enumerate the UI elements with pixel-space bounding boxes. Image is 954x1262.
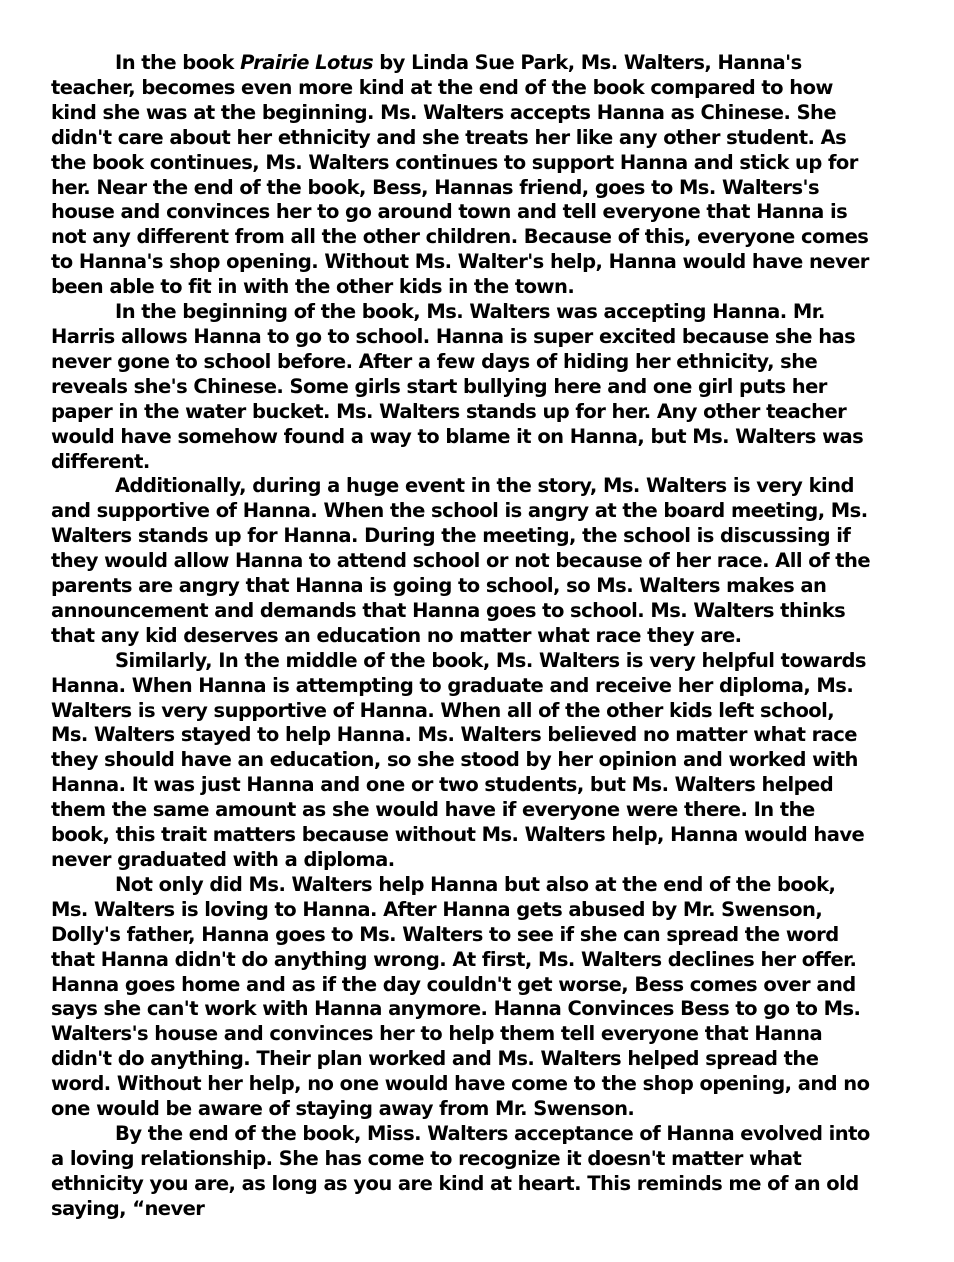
paragraph-6: By the end of the book, Miss. Walters acceptance of Hanna evolved into a loving relationship. She has come to recognize it doesn't matter what ethnicity you are, as long as you are kind at heart. This reminds me of an old saying, “never (51, 1121, 870, 1220)
paragraph-2: In the beginning of the book, Ms. Walters was accepting Hanna. Mr. Harris allows Hanna to go to school. Hanna is super excited because she has never gone to school before. After a few days of hiding her ethnicity, she reveals she's Chinese. Some girls start bullying here and one girl puts her paper in the water bucket. Ms. Walters stands up for her. Any other teacher would have somehow found a way to blame it on Hanna, but Ms. Walters was different. (51, 300, 864, 473)
book-title: Prairie Lotus (240, 51, 374, 74)
paragraph-5: Not only did Ms. Walters help Hanna but also at the end of the book, Ms. Walters is loving to Hanna. After Hanna gets abused by Mr. Swenson, Dolly's father, Hanna goes to Ms. Walters to see if she can spread the word that Hanna didn't do anything wrong. At first, Ms. Walters declines her offer. Hanna goes home and as if the day couldn't get worse, Bess comes over and says she can't work with Hanna anymore. Hanna Convinces Bess to go to Ms. Walters's house and convinces her to help them tell everyone that Hanna didn't do anything. Their plan worked and Ms. Walters helped spread the word. Without her help, no one would have come to the shop opening, and no one would be aware of staying away from Mr. Swenson. (51, 872, 870, 1121)
paragraph-1-intro: In the book (115, 51, 241, 74)
paragraph-1-body: by Linda Sue Park, Ms. Walters, Hanna's teacher, becomes even more kind at the end of the book compared to how kind she was at the beginning. Ms. Walters accepts Hanna as Chinese. She didn't care about her ethnicity and she treats her like any other student. As the book continues, Ms. Walters continues to support Hanna and stick up for her. Near the end of the book, Bess, Hannas friend, goes to Ms. Walters's house and convinces her to go around town and tell everyone that Hanna is not any different from all the other children. Because of this, everyone comes to Hanna's shop opening. Without Ms. Walter's help, Hanna would have never been able to fit in with the other kids in the town. (51, 51, 869, 299)
paragraph-4: Similarly, In the middle of the book, Ms. Walters is very helpful towards Hanna. When Hanna is attempting to graduate and receive her diploma, Ms. Walters is very supportive of Hanna. When all of the other kids left school, Ms. Walters stayed to help Hanna. Ms. Walters believed no matter what race they should have an education, so she stood by her opinion and worked with Hanna. It was just Hanna and one or two students, but Ms. Walters helped them the same amount as she would have if everyone were there. In the book, this trait matters because without Ms. Walters help, Hanna would have never graduated with a diploma. (51, 648, 866, 871)
paragraph-1 (51, 51, 876, 300)
paragraph-3: Additionally, during a huge event in the story, Ms. Walters is very kind and supportive of Hanna. When the school is angry at the board meeting, Ms. Walters stands up for Hanna. During the meeting, the school is discussing if they would allow Hanna to attend school or not because of her race. All of the parents are angry that Hanna is going to school, so Ms. Walters makes an announcement and demands that Hanna goes to school. Ms. Walters thinks that any kid deserves an education no matter what race they are. (51, 474, 871, 647)
